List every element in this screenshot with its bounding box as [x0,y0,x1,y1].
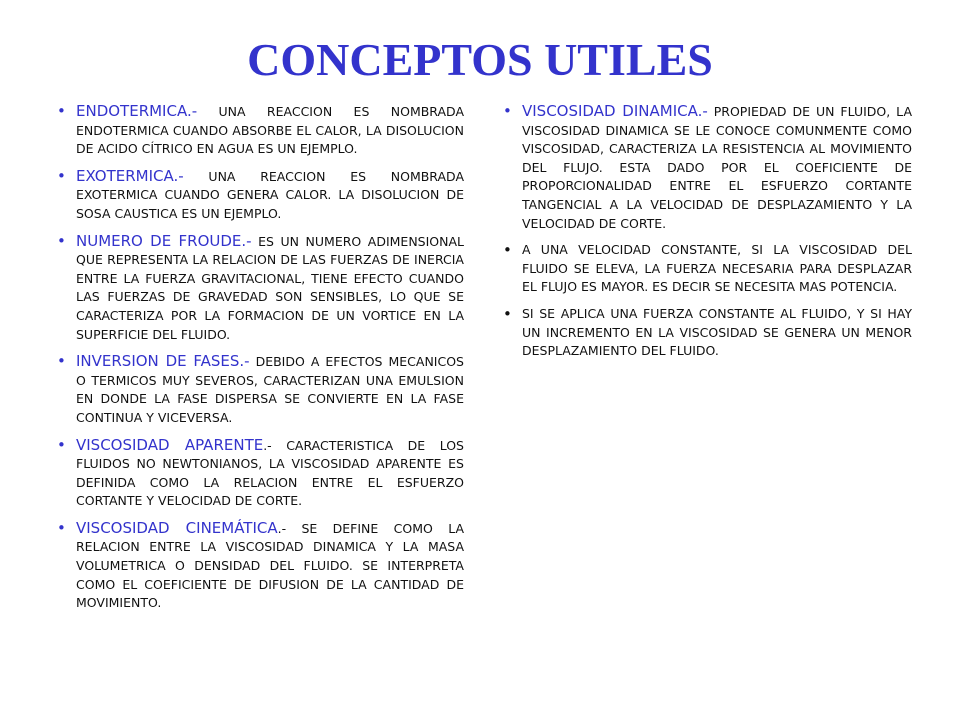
left-column [56,102,464,621]
bullet-dot-icon: • [57,102,66,120]
bullet-dot-icon: • [503,304,512,323]
bullet-dot-icon: • [503,102,512,120]
bullet-item-velocidad-constante [502,241,912,297]
term-exotermica: EXOTERMICA.- [76,166,184,185]
term-viscosidad-cinematica: VISCOSIDAD CINEMÁTICA [76,518,278,537]
definition-fuerza-constante: SI SE APLICA UNA FUERZA CONSTANTE AL FLUIDO, Y SI HAY UN INCREMENTO EN LA VISCOSIDAD SE GENERA UN MENOR DESPLAZAMIENTO DEL FLUIDO. [522,305,912,359]
bullet-item-exotermica [56,167,464,224]
term-viscosidad-dinamica: VISCOSIDAD DINAMICA.- [522,102,708,120]
definition-inversion-de-fases: DEBIDO A EFECTOS MECANICOS O TERMICOS MUY SEVEROS, CARACTERIZAN UNA EMULSION EN DONDE LA FASE DISPERSA SE CONVIERTE EN LA FASE CONTINUA Y VICEVERSA. [76,354,464,425]
bullet-dot-icon: • [57,518,66,537]
bullet-item-numero-de-froude [56,232,464,345]
definition-exotermica: UNA REACCION ES NOMBRADA EXOTERMICA CUANDO GENERA CALOR. LA DISOLUCION DE SOSA CAUSTICA ES UN EJEMPLO. [76,168,464,221]
term-endotermica: ENDOTERMICA.- [76,102,198,120]
bullet-item-viscosidad-cinematica [56,519,464,613]
bullet-dot-icon: • [503,241,512,260]
bullet-item-endotermica [56,102,464,159]
bullet-dot-icon: • [57,435,66,454]
term-viscosidad-aparente: VISCOSIDAD APARENTE [76,435,264,454]
bullet-item-inversion-de-fases [56,352,464,427]
bullet-item-viscosidad-dinamica [502,102,912,233]
definition-viscosidad-dinamica: PROPIEDAD DE UN FLUIDO, LA VISCOSIDAD DINAMICA SE LE CONOCE COMUNMENTE COMO VISCOSIDAD, CARACTERIZA LA RESISTENCIA AL MOVIMIENTO DEL FLUJO. ESTA DADO POR EL COEFICIENTE DE PROPORCIONALIDAD ENTRE EL ESFUERZO CORTANTE TANGENCIAL A LA VELOCIDAD DE DESPLAZAMIENTO Y LA VELOCIDAD DE CORTE. [522,104,912,231]
right-column [502,102,912,369]
slide-title: CONCEPTOS UTILES [247,34,713,85]
definition-endotermica: UNA REACCION ES NOMBRADA ENDOTERMICA CUANDO ABSORBE EL CALOR, LA DISOLUCION DE ACIDO CÍTRICO EN AGUA ES UN EJEMPLO. [76,104,464,157]
bullet-item-viscosidad-aparente [56,436,464,511]
bullet-dot-icon: • [57,352,66,371]
definition-viscosidad-aparente: .- CARACTERISTICA DE LOS FLUIDOS NO NEWTONIANOS, LA VISCOSIDAD APARENTE ES DEFINIDA COMO LA RELACION ENTRE EL ESFUERZO CORTANTE Y VELOCIDAD DE CORTE. [76,437,464,509]
definition-velocidad-constante: A UNA VELOCIDAD CONSTANTE, SI LA VISCOSIDAD DEL FLUIDO SE ELEVA, LA FUERZA NECESARIA PARA DESPLAZAR EL FLUJO ES MAYOR. ES DECIR SE NECESITA MAS POTENCIA. [522,242,912,295]
bullet-dot-icon: • [57,231,66,250]
bullet-item-fuerza-constante [502,305,912,361]
term-numero-de-froude: NUMERO DE FROUDE.- [76,231,252,250]
definition-viscosidad-cinematica: .- SE DEFINE COMO LA RELACION ENTRE LA VISCOSIDAD DINAMICA Y LA MASA VOLUMETRICA O DENSIDAD DEL FLUIDO. SE INTERPRETA COMO EL COEFICIENTE DE DIFUSION DE LA CANTIDAD DE MOVIMIENTO. [76,520,464,611]
definition-numero-de-froude: ES UN NUMERO ADIMENSIONAL QUE REPRESENTA LA RELACION DE LAS FUERZAS DE INERCIA ENTRE LA FUERZA GRAVITACIONAL, TIENE EFECTO CUANDO LAS FUERZAS DE GRAVEDAD SON SENSIBLES, LO QUE SE CARACTERIZA POR LA FORMACION DE UN VORTICE EN LA SUPERFICIE DEL FLUIDO. [76,233,464,342]
bullet-dot-icon: • [57,166,66,185]
term-inversion-de-fases: INVERSION DE FASES.- [76,352,250,371]
